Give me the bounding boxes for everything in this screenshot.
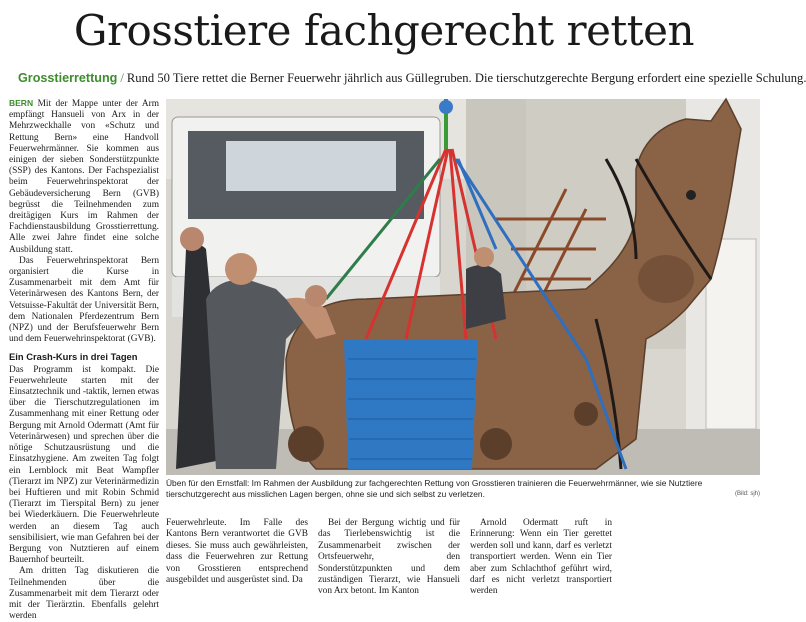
photo-caption: Üben für den Ernstfall: Im Rahmen der Ausbildung zur fachgerechten Rettung von Grosstieren trainieren die Feuerwehrmänner, wie sie Nutztiere tierschutzgerecht aus misslichen Lagen bergen, ohne sie und sich selbst zu verletzen. [166, 478, 703, 499]
kicker: Grosstierrettung [18, 71, 118, 85]
paragraph-1: Mit der Mappe unter der Arm empfängt Hansueli von Arx in der Mehrzweckhalle von «Schutz und Rettung Bern» eine Handvoll Feuerwehrmänner. Sie kommen aus einigen der sieben Sonderstützpunkte (SSP) des Kantons. Der Fachspezialist beim Feuerwehrinspektorat der Gebäudeversicherung Bern (GVB) begrüsst die Teilnehmenden zum dreitägigen Kurs im Rahmen der Fachdienstausbildung Grosstierrettung. Alle zwei Jahre findet eine solche Ausbildung statt. [9, 99, 159, 255]
column-2-text: Feuerwehrleute. Im Falle des Kantons Bern verantwortet die GVB dieses. Sie muss auch gewährleisten, dass die Feuerwehren zur Rettung von Grosstieren entsprechend ausgebildet und ausgerüstet sind. Da [166, 518, 308, 586]
lead-paragraph [18, 70, 806, 86]
article-column-1 [9, 98, 159, 622]
article-column-2 [166, 518, 308, 586]
paragraph-2: Das Feuerwehrinspektorat Bern organisiert die Kurse in Zusammenarbeit mit dem Amt für Veterinärwesen des Kantons Bern, der Vetsuisse-Fakultät der Universität Bern, dem Nationalen Pferdezentrum Bern (NPZ) und der Berufsfeuerwehr Bern und dem Feuerwehrinspektorat (GVB). [9, 255, 159, 345]
dateline: BERN [9, 98, 34, 108]
article-column-3 [318, 518, 460, 597]
paragraph-3: Das Programm ist kompakt. Die Feuerwehrleute starten mit der Einsatztechnik und -taktik, lernen etwas über die Tierschutzregulationen im Zusammenhang mit einer Rettung oder Bergung mit Arnold Odermatt (Amt für Veterinärwesen) und sprechen über die nötige Schutzausrüstung und die Einsatzhygiene. Am zweiten Tag folgt ein Lernblock mit Beat Wampfler (Tierarzt im NPZ) zur Veterinärmedizin bei Huftieren und mit Robin Schmid (Tierarzt im Tierspital Bern) zu jener bei Wiederkäuern. Die Feuerwehrleute werden an diesem Tag auch sensibilisiert, wie man Gefahren bei der Bergung von Nutztieren auf einem Bauernhof beurteilt. [9, 364, 159, 566]
lead-text: Rund 50 Tiere rettet die Berner Feuerwehr jährlich aus Güllegruben. Die tierschutzgerechte Bergung erfordert eine spezielle Schulung. [126, 71, 806, 85]
column-4-text: Arnold Odermatt ruft in Erinnerung: Wenn ein Tier gerettet werden soll und kann, darf es verletzt transportiert werden. Wenn ein Tier aber zum Schlachthof geführt wird, darf es nicht verletzt transportiert werden [470, 518, 612, 597]
photo-credit: (Bild: sjh) [734, 491, 760, 497]
paragraph-4: Am dritten Tag diskutieren die Teilnehmenden über die Zusammenarbeit mit dem Tierarzt oder mit der Tierärztin. Ebenfalls gelehrt werden [9, 566, 159, 622]
article-photo [166, 99, 760, 475]
kicker-separator: / [120, 71, 124, 85]
subheading: Ein Crash-Kurs in drei Tagen [9, 351, 138, 363]
article-column-4 [470, 518, 612, 597]
column-3-text: Bei der Bergung wichtig und für das Tierlebenswichtig ist die Zusammenarbeit zwischen der Ortsfeuerwehr, den Sonderstützpunkten und dem zuständigen Tierarzt, wie Hansueli von Arx betont. Im Kanton [318, 518, 460, 597]
headline: Grosstiere fachgerecht retten [73, 6, 695, 55]
